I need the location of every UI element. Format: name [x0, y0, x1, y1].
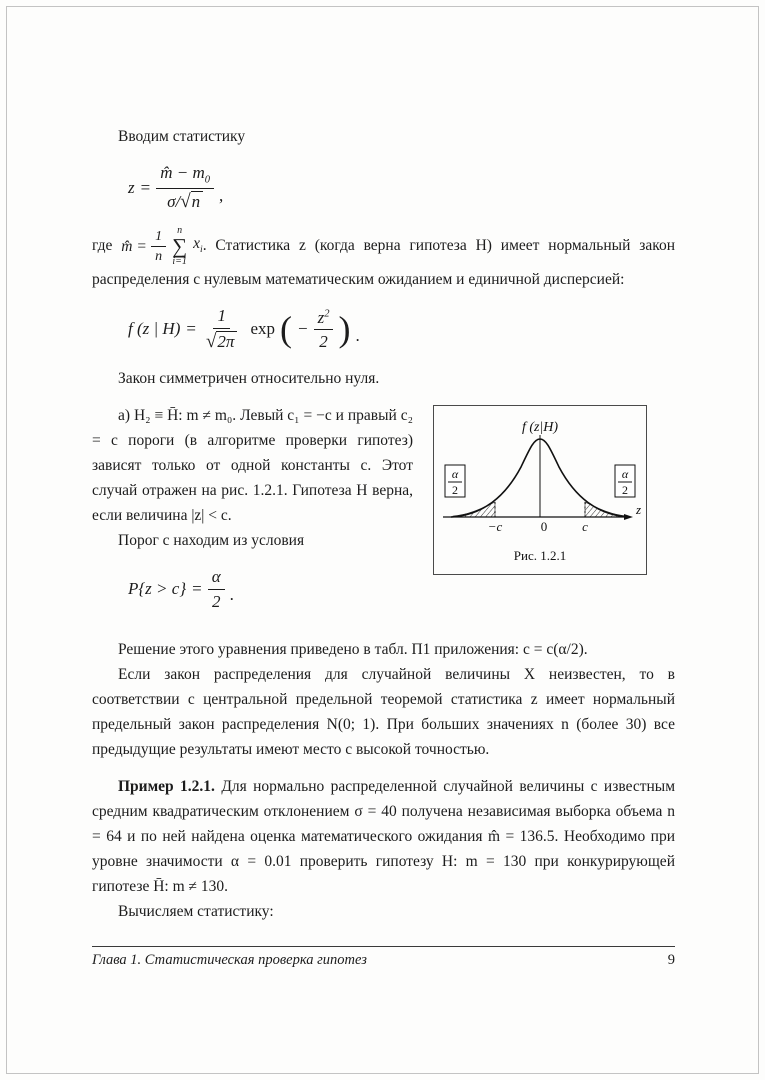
- page-footer: [92, 946, 675, 969]
- density-numerator: 1: [213, 305, 230, 328]
- alpha-over-two-fraction: [208, 566, 225, 612]
- sigma-symbol: σ: [167, 191, 176, 211]
- equals-sign: =: [192, 579, 202, 599]
- period: .: [229, 584, 234, 604]
- alpha-half-box-right: [615, 465, 635, 497]
- footer-page-number: 9: [667, 951, 675, 968]
- density-lhs: f (z | H): [128, 319, 181, 339]
- x-letter: x: [193, 235, 201, 253]
- figure-title: f (z|H): [521, 420, 559, 436]
- sqrt-argument: n: [191, 191, 204, 211]
- paragraph-compute: Вычисляем статистику:: [118, 902, 274, 920]
- figure-caption: Рис. 1.2.1: [513, 548, 567, 564]
- where-word: где: [92, 237, 113, 255]
- alpha-symbol-right: α: [621, 467, 629, 482]
- left-paren: (: [280, 309, 292, 350]
- formula-z-fraction: [156, 162, 214, 213]
- paragraph-case-a: а) H₂ ≡ H̄: m ≠ m₀. Левый c₁ = −c и правый c₂ = c пороги (в алгоритме проверки гипотез) зависят только от одной константы c. Этот случай отражен на рис. 1.2.1. Гипотеза H верна, если величина |z| < c.: [92, 407, 413, 525]
- equals-sign: =: [140, 177, 151, 197]
- left-text-column: [92, 403, 433, 625]
- one-over-n-fraction: [151, 228, 166, 266]
- sqrt-symbol: √: [180, 190, 191, 212]
- right-paren: ): [338, 309, 351, 350]
- z-axis-label: z: [635, 502, 641, 518]
- formula-threshold: [128, 566, 413, 612]
- z-variable: z: [317, 307, 325, 327]
- exp-function: exp: [250, 319, 275, 339]
- alpha-symbol-left: α: [451, 467, 459, 482]
- example-label: Пример 1.2.1.: [118, 777, 215, 795]
- sqrt-argument: 2π: [216, 331, 237, 351]
- exponent-denominator: 2: [319, 331, 328, 351]
- figure-1-2-1: [433, 403, 649, 625]
- sum-sigma: ∑: [172, 234, 188, 259]
- x-variable: [193, 231, 203, 262]
- equals-sign: =: [186, 319, 196, 339]
- fraction-numerator: 1: [151, 228, 166, 248]
- formula-z-numerator: [156, 162, 214, 189]
- formula-z-statistic: [128, 162, 675, 213]
- paragraph-mean-definition: [92, 226, 675, 292]
- paragraph-intro: Вводим статистику: [118, 128, 246, 145]
- formula-density: [128, 305, 675, 353]
- x-subscript: i: [200, 244, 203, 256]
- exponent-fraction: [314, 307, 334, 353]
- density-fraction: [202, 305, 241, 353]
- alpha-numerator: α: [208, 566, 225, 589]
- two-denominator-right: 2: [622, 483, 628, 498]
- density-denominator: [202, 329, 241, 354]
- example-text: Для нормально распределенной случайной величины с известным средним квадратическим отклонением σ = 40 получена независимая выборка объема n = 64 и по ней найдена оценка математического ожидания m̂ = 136.5. Необходимо при уровне значимости α = 0.01 проверить гипотезу H: m = 130 при конкурирующей гипотезе H̄: m ≠ 130.: [92, 777, 675, 895]
- figure-canvas: [433, 405, 647, 575]
- mean-definition-text: . Статистика z (когда верна гипотеза H) имеет нормальный закон распределения с нулевым математическим ожиданием и единичной дисперсией:: [92, 237, 675, 289]
- sqrt-symbol: √: [205, 330, 217, 352]
- zero-tick-label: 0: [540, 519, 548, 535]
- slash: /: [175, 191, 181, 211]
- two-denominator-left: 2: [452, 483, 458, 498]
- z-axis-arrowhead: [624, 514, 633, 520]
- comma: ,: [219, 186, 224, 206]
- sum-upper-limit: n: [177, 225, 183, 237]
- period: .: [355, 326, 360, 346]
- summation-symbol: [172, 226, 187, 267]
- m-hat: m̂: [121, 238, 133, 256]
- inline-mean-formula: [121, 226, 203, 267]
- neg-c-tick-label: −c: [487, 519, 503, 535]
- z-square-exponent: 2: [324, 307, 330, 319]
- paragraph-threshold-intro: Порог c находим из условия: [118, 532, 305, 550]
- paragraph-clt: Если закон распределения для случайной величины X неизвестен, то в соответствии с центральной предельной теоремой статистика z имеет нормальный предельный закон распределения N(0; 1). При больших значениях n (более 30) все предыдущие результаты имеют место с высокой точностью.: [92, 665, 675, 758]
- paragraph-example: [92, 774, 675, 899]
- equals-sign: =: [137, 238, 147, 256]
- alpha-half-box-left: [445, 465, 465, 497]
- formula-z-denominator: [163, 189, 207, 214]
- footer-chapter-title: Глава 1. Статистическая проверка гипотез: [92, 951, 367, 968]
- paragraph-symmetry: Закон симметричен относительно нуля.: [118, 370, 380, 388]
- two-denominator: 2: [211, 591, 221, 611]
- threshold-lhs: P{z > c}: [128, 579, 187, 599]
- fraction-denominator: n: [155, 249, 163, 265]
- numerator-text: m̂ − m: [160, 163, 205, 182]
- c-tick-label: c: [582, 519, 588, 535]
- exponent-numerator: [314, 307, 334, 330]
- minus-sign: −: [298, 319, 308, 339]
- numerator-subscript: 0: [204, 174, 211, 186]
- sum-lower-limit: i=1: [172, 256, 187, 268]
- formula-z-lhs: z: [128, 177, 135, 197]
- paragraph-solution: Решение этого уравнения приведено в табл. П1 приложения: c = c(α/2).: [118, 640, 588, 658]
- two-column-section: [92, 403, 675, 625]
